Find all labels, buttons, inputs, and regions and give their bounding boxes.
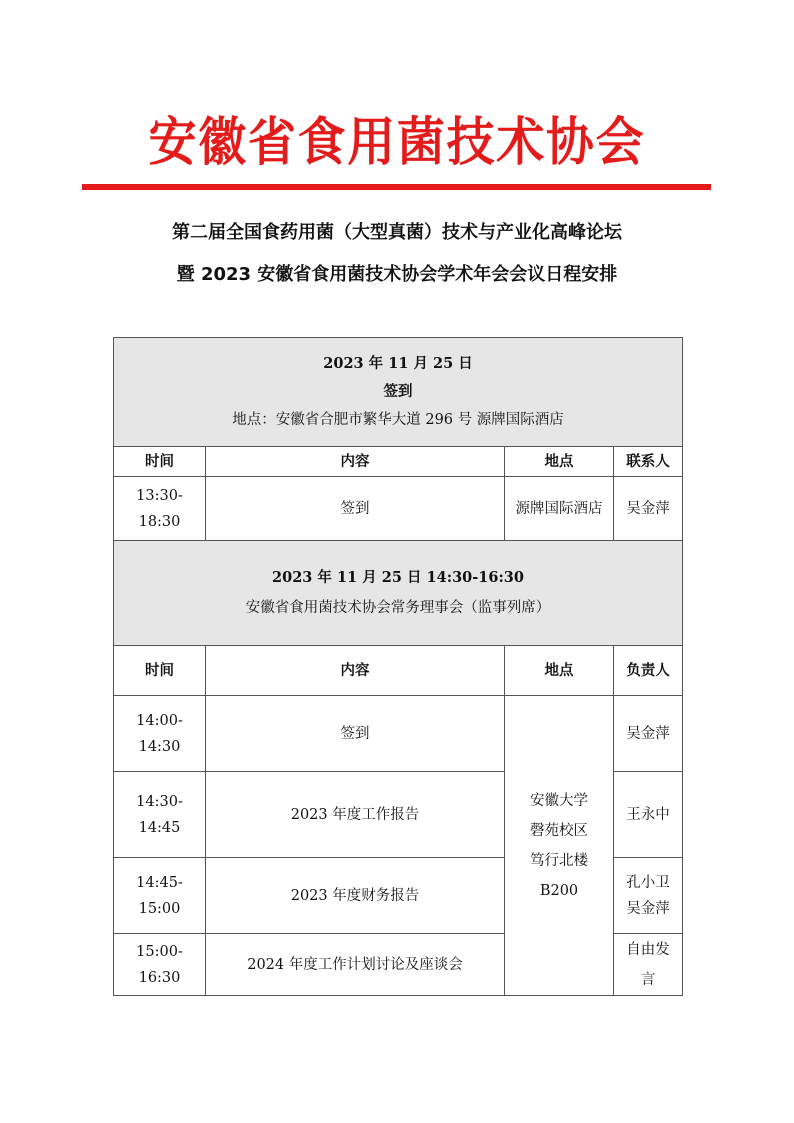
column-header-place: 地点 (505, 646, 614, 696)
header-divider-line (82, 184, 711, 190)
section-2-event: 安徽省食用菌技术协会常务理事会（监事列席） (245, 600, 551, 616)
row-content: 2023 年度财务报告 (206, 858, 505, 934)
merged-place-cell (505, 696, 614, 996)
column-header-person: 负责人 (614, 646, 683, 696)
section-2-banner (114, 541, 683, 646)
column-header-time: 时间 (114, 646, 206, 696)
column-header-contact: 联系人 (614, 447, 683, 477)
row-person: 自由发言 (614, 934, 683, 996)
row-person: 王永中 (614, 772, 683, 858)
row-time: 14:30-14:45 (114, 772, 206, 858)
place-line: 磬苑校区 (530, 822, 588, 839)
section-1-event: 签到 (383, 383, 413, 400)
schedule-table (113, 337, 683, 996)
place-line: B200 (539, 882, 579, 899)
document-title-line-1: 第二届全国食药用菌（大型真菌）技术与产业化高峰论坛 (172, 222, 622, 243)
row-contact: 吴金萍 (614, 477, 683, 541)
section-1-location: 地点：安徽省合肥市繁华大道 296 号 源牌国际酒店 (232, 412, 564, 428)
document-title-line-2: 暨 2023 安徽省食用菌技术协会学术年会会议日程安排 (176, 264, 618, 285)
table-row (114, 696, 683, 772)
row-time: 13:30-18:30 (114, 477, 206, 541)
section-2-date-time: 2023 年 11 月 25 日 14:30-16:30 (272, 569, 524, 586)
row-content: 签到 (206, 477, 505, 541)
section-1-banner (114, 338, 683, 447)
table-row (114, 477, 683, 541)
section-1-date: 2023 年 11 月 25 日 (323, 355, 473, 372)
column-header-time: 时间 (114, 447, 206, 477)
row-place: 源牌国际酒店 (505, 477, 614, 541)
place-line: 笃行北楼 (530, 852, 588, 869)
column-header-place: 地点 (505, 447, 614, 477)
section-1-header-row (114, 447, 683, 477)
row-content: 签到 (206, 696, 505, 772)
person-line: 吴金萍 (626, 900, 670, 917)
row-time: 14:45-15:00 (114, 858, 206, 934)
row-time: 15:00-16:30 (114, 934, 206, 996)
row-content: 2024 年度工作计划讨论及座谈会 (206, 934, 505, 996)
person-line: 孔小卫 (626, 874, 670, 891)
row-person: 吴金萍 (614, 696, 683, 772)
organization-name: 安徽省食用菌技术协会 (148, 113, 646, 173)
column-header-content: 内容 (206, 646, 505, 696)
column-header-content: 内容 (206, 447, 505, 477)
place-line: 安徽大学 (530, 792, 588, 809)
section-2-header-row (114, 646, 683, 696)
row-time: 14:00-14:30 (114, 696, 206, 772)
row-person (614, 858, 683, 934)
row-content: 2023 年度工作报告 (206, 772, 505, 858)
